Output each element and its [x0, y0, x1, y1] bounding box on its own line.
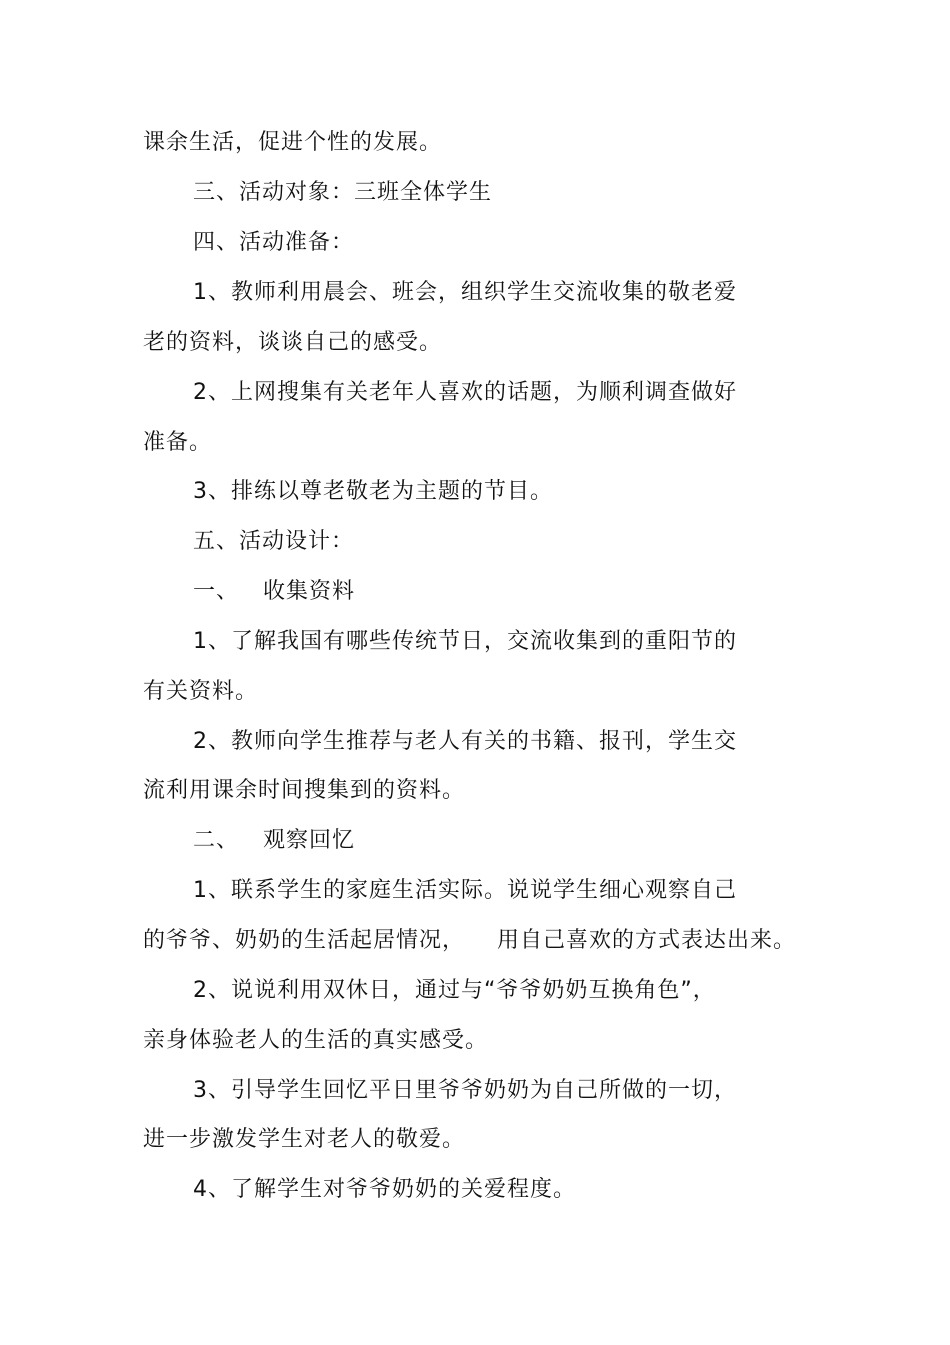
- text-line: 课余生活，促进个性的发展。: [143, 130, 443, 155]
- list-item: 3、排练以尊老敬老为主题的节目。: [193, 479, 553, 504]
- text-line: 老的资料，谈谈自己的感受。: [143, 330, 443, 355]
- text-line: 有关资料。: [143, 679, 259, 704]
- list-item: 1、教师利用晨会、班会，组织学生交流收集的敬老爱: [193, 280, 737, 305]
- list-item: 4、了解学生对爷爷奶奶的关爱程度。: [193, 1177, 576, 1202]
- section-heading: 五、活动设计：: [193, 529, 355, 554]
- text-line: 的爷爷、奶奶的生活起居情况， 用自己喜欢的方式表达出来。: [143, 928, 796, 953]
- text-line: 流利用课余时间搜集到的资料。: [143, 778, 466, 803]
- subsection-heading: 一、 收集资料: [193, 579, 355, 604]
- section-heading: 四、活动准备：: [193, 230, 355, 255]
- list-item: 3、引导学生回忆平日里爷爷奶奶为自己所做的一切，: [193, 1078, 737, 1103]
- section-heading: 三、活动对象：三班全体学生: [193, 180, 493, 205]
- text-line: 亲身体验老人的生活的真实感受。: [143, 1028, 489, 1053]
- list-item: 1、联系学生的家庭生活实际。说说学生细心观察自己: [193, 878, 737, 903]
- list-item: 1、了解我国有哪些传统节日，交流收集到的重阳节的: [193, 629, 737, 654]
- list-item: 2、上网搜集有关老年人喜欢的话题，为顺利调查做好: [193, 380, 737, 405]
- subsection-heading: 二、 观察回忆: [193, 828, 355, 853]
- text-line: 进一步激发学生对老人的敬爱。: [143, 1127, 466, 1152]
- text-line: 准备。: [143, 430, 213, 455]
- list-item: 2、说说利用双休日，通过与“爷爷奶奶互换角色”，: [193, 978, 716, 1003]
- list-item: 2、教师向学生推荐与老人有关的书籍、报刊，学生交: [193, 729, 737, 754]
